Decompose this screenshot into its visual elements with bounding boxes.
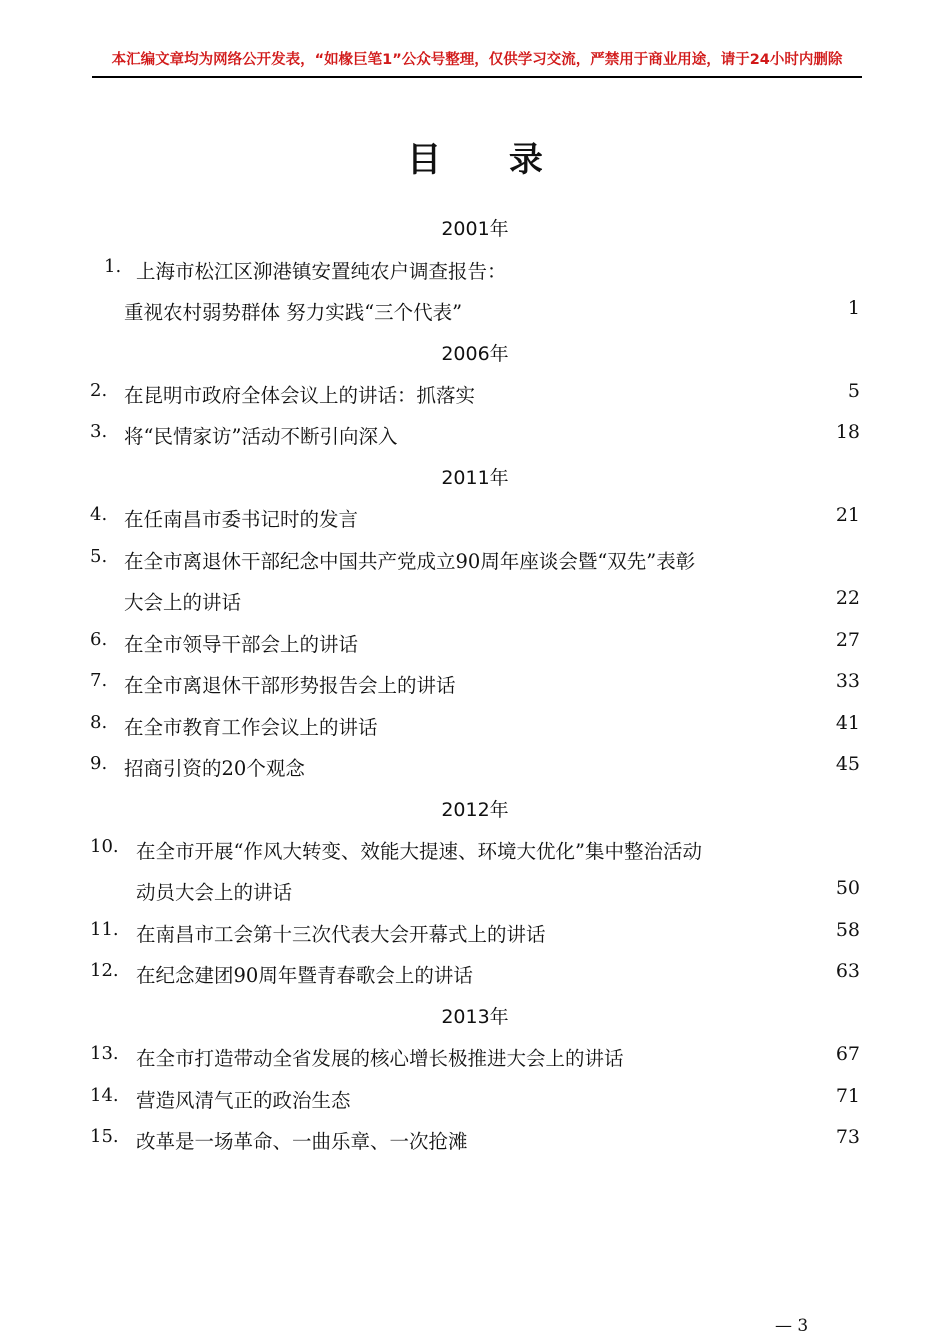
entry-page: 33 (835, 670, 860, 692)
toc-entry[interactable] (90, 1085, 860, 1115)
entry-title: 在全市离退休干部纪念中国共产党成立90周年座谈会暨“双先”表彰 (124, 550, 696, 573)
entry-page: 71 (835, 1085, 860, 1107)
entry-title-line2: 动员大会上的讲话 (136, 881, 293, 904)
toc-entry[interactable] (90, 960, 860, 990)
toc-entry[interactable] (90, 504, 860, 534)
entry-page: 21 (835, 504, 860, 526)
entry-page: 67 (835, 1043, 860, 1065)
entry-page: 1 (847, 297, 860, 319)
entry-page: 50 (835, 877, 860, 899)
toc-entry[interactable] (90, 753, 860, 783)
toc-entry[interactable] (90, 1126, 860, 1156)
toc-entry-continuation[interactable] (90, 297, 860, 327)
page-title: 目 录 (407, 140, 571, 180)
entry-number: 3. (90, 421, 108, 442)
entry-title: 在纪念建团90周年暨青春歌会上的讲话 (136, 964, 473, 987)
year-heading: 2001年 (441, 218, 509, 240)
entry-number: 1. (104, 256, 122, 277)
entry-number: 4. (90, 504, 108, 525)
entry-title: 在全市打造带动全省发展的核心增长极推进大会上的讲话 (136, 1047, 624, 1070)
entry-number: 15. (90, 1126, 119, 1147)
entry-number: 11. (90, 919, 119, 940)
entry-number: 7. (90, 670, 108, 691)
entry-title: 改革是一场革命、一曲乐章、一次抢滩 (136, 1130, 468, 1153)
toc-entry-continuation[interactable] (90, 877, 860, 907)
entry-number: 10. (90, 836, 119, 857)
toc-entry-continuation[interactable] (90, 587, 860, 617)
entry-page: 73 (835, 1126, 860, 1148)
header-divider (92, 76, 862, 78)
entry-number: 12. (90, 960, 119, 981)
page-number-footer: — 3 (775, 1316, 809, 1336)
entry-title: 营造风清气正的政治生态 (136, 1089, 351, 1112)
toc-entry[interactable] (90, 670, 860, 700)
year-heading: 2012年 (441, 799, 509, 821)
toc-entry[interactable] (90, 712, 860, 742)
toc-entry[interactable] (90, 256, 860, 286)
entry-number: 6. (90, 629, 108, 650)
year-heading: 2011年 (441, 467, 509, 489)
entry-title: 在昆明市政府全体会议上的讲话：抓落实 (124, 384, 476, 407)
entry-page: 58 (835, 919, 860, 941)
entry-title: 在任南昌市委书记时的发言 (124, 508, 359, 531)
toc-entry[interactable] (90, 629, 860, 659)
entry-number: 9. (90, 753, 108, 774)
entry-title-line2: 大会上的讲话 (124, 591, 242, 614)
toc-entry[interactable] (90, 1043, 860, 1073)
entry-title: 招商引资的20个观念 (124, 757, 305, 780)
entry-title: 将“民情家访”活动不断引向深入 (124, 425, 398, 448)
entry-number: 2. (90, 380, 108, 401)
entry-page: 18 (835, 421, 860, 443)
entry-page: 63 (835, 960, 860, 982)
year-heading: 2006年 (441, 343, 509, 365)
entry-number: 5. (90, 546, 108, 567)
toc-entry[interactable] (90, 836, 860, 866)
entry-title: 在南昌市工会第十三次代表大会开幕式上的讲话 (136, 923, 546, 946)
entry-title: 在全市开展“作风大转变、效能大提速、环境大优化”集中整治活动 (136, 840, 702, 863)
entry-title-line2: 重视农村弱势群体 努力实践“三个代表” (124, 301, 463, 324)
toc-entry[interactable] (90, 421, 860, 451)
entry-number: 14. (90, 1085, 119, 1106)
header-disclaimer: 本汇编文章均为网络公开发表，“如椽巨笔1”公众号整理，仅供学习交流，严禁用于商业用途，请于24小时内删除 (111, 52, 843, 68)
entry-title: 在全市领导干部会上的讲话 (124, 633, 359, 656)
entry-page: 27 (835, 629, 860, 651)
entry-title: 在全市教育工作会议上的讲话 (124, 716, 378, 739)
entry-number: 8. (90, 712, 108, 733)
entry-number: 13. (90, 1043, 119, 1064)
entry-page: 22 (835, 587, 860, 609)
toc-entry[interactable] (90, 380, 860, 410)
entry-page: 45 (835, 753, 860, 775)
entry-title: 上海市松江区泖港镇安置纯农户调查报告： (136, 260, 507, 283)
toc-entry[interactable] (90, 919, 860, 949)
entry-title: 在全市离退休干部形势报告会上的讲话 (124, 674, 456, 697)
entry-page: 5 (847, 380, 860, 402)
entry-page: 41 (835, 712, 860, 734)
toc-entry[interactable] (90, 546, 860, 576)
year-heading: 2013年 (441, 1006, 509, 1028)
